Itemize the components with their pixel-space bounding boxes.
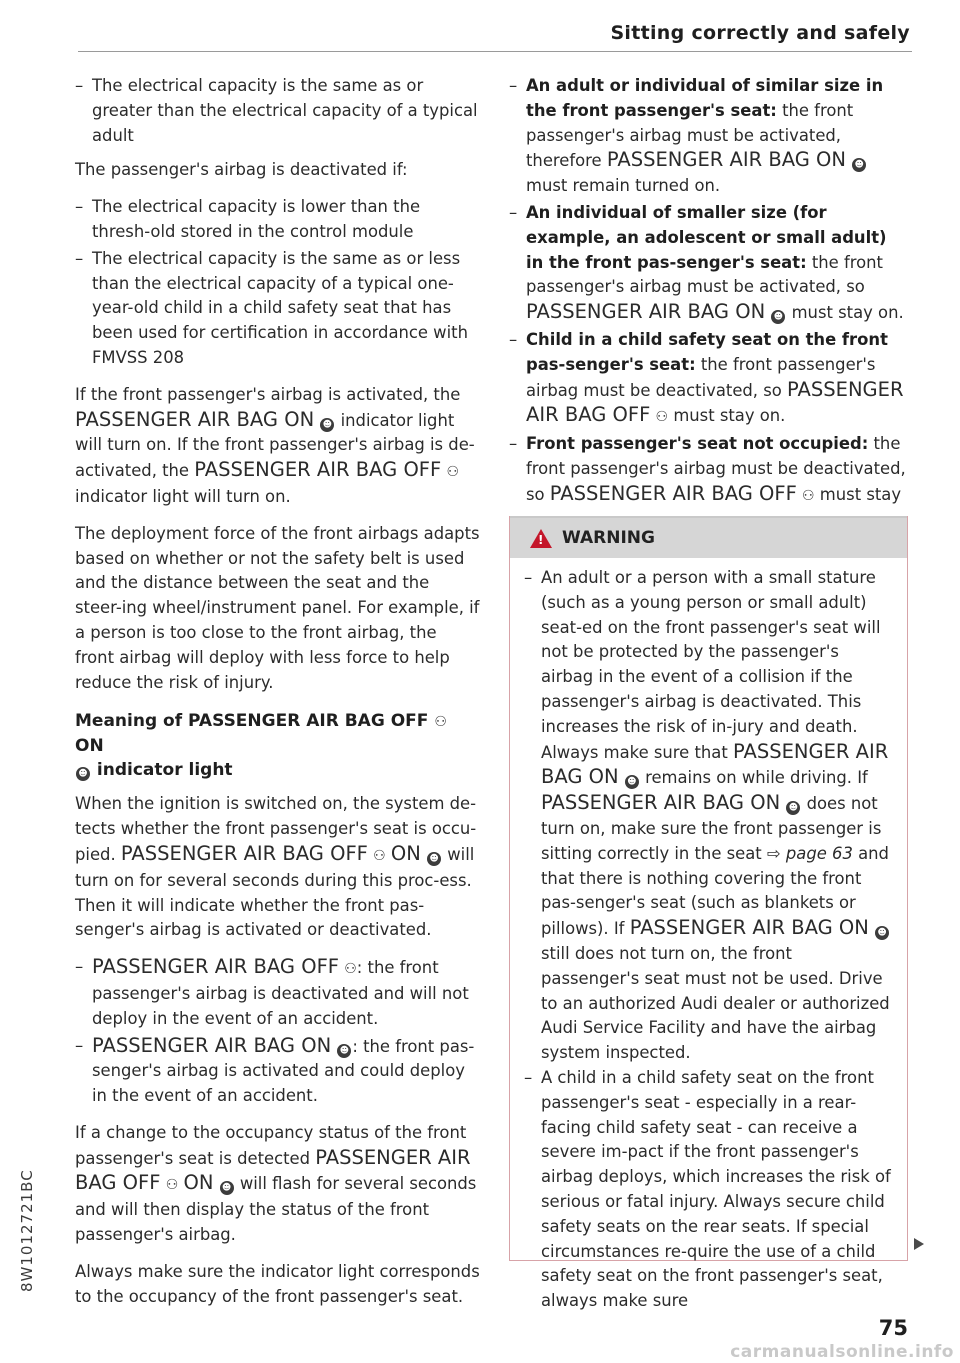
page-number: 75	[878, 1316, 908, 1340]
triangle-right-icon	[914, 1238, 924, 1250]
airbag-on-icon: ☻	[76, 767, 90, 781]
list-item: – An individual of smaller size (for example, an adolescent or small adult) in the front pas-senger's seat: the front passenger's airbag must be activated, so PASSENGER AIR BAG ON ☻ must stay on.	[509, 201, 909, 326]
paragraph: The deployment force of the front airbags adapts based on whether or not the safety belt is used and the distance between the seat and the steer-ing wheel/instrument panel. For example, if a person is too close to the front airbag, the front airbag will deploy with less force to help reduce the risk of injury.	[75, 523, 480, 692]
arrow-right-icon: ⇨	[766, 843, 781, 863]
airbag-on-icon: ☻	[337, 1044, 351, 1058]
airbag-on-icon: ☻	[427, 852, 441, 866]
warning-box	[509, 516, 908, 1311]
airbag-off-icon: ⚇	[434, 714, 447, 731]
airbag-on-icon: ☻	[625, 775, 639, 789]
list-item: – PASSENGER AIR BAG ON ☻ : the front pas-senger's airbag is activated and could deploy in the event of an accident.	[75, 1034, 480, 1109]
paragraph: If a change to the occupancy status of the front passenger's seat is detected PASSENGER AIR BAG OFF ⚇ ON ☻ will flash for several seconds and will then display the status of the front passenger's airbag.	[75, 1122, 477, 1245]
list-item: – PASSENGER AIR BAG OFF ⚇: the front passenger's airbag is deactivated and will not deploy in the event of an accident.	[75, 955, 480, 1031]
paragraph: Always make sure the indicator light corresponds to the occupancy of the front passenger's seat.	[75, 1261, 480, 1306]
right-column	[509, 74, 909, 535]
paragraph: The passenger's airbag is deactivated if:	[75, 160, 408, 180]
page-header-title: Sitting correctly and safely	[610, 22, 910, 44]
airbag-off-icon: ⚇	[344, 961, 357, 978]
list-item: – The electrical capacity is the same as or greater than the electrical capacity of a typical adult	[75, 74, 480, 148]
airbag-on-label: PASSENGER AIR BAG ON	[75, 407, 315, 431]
list-item: – Child in a child safety seat on the front pas-senger's seat: the front passenger's airbag must be deactivated, so PASSENGER AIR BAG OFF ⚇ must stay on.	[509, 328, 909, 430]
airbag-off-icon: ⚇	[165, 1177, 179, 1194]
watermark: carmanualsonline.info	[730, 1342, 954, 1362]
paragraph: If the front passenger's airbag is activated, the PASSENGER AIR BAG ON ☻ indicator light will turn on. If the front passenger's airbag is de-activated, the PASSENGER AIR BAG OFF ⚇ indicator light will turn on.	[75, 384, 475, 506]
airbag-off-icon: ⚇	[373, 847, 386, 864]
warning-title: WARNING	[562, 528, 655, 548]
section-heading: Meaning of PASSENGER AIR BAG OFF ⚇ ON ☻ indicator light	[75, 711, 447, 781]
airbag-on-icon: ☻	[875, 926, 889, 940]
list-item: – The electrical capacity is lower than the thresh-old stored in the control module	[75, 195, 480, 245]
list-item: – A child in a child safety seat on the front passenger's seat - especially in a rear-facing child safety seat - can receive a severe im-pact if the front passenger's airbag deploys, which increases the risk of serious or fatal injury. Always secure child safety seats on the rear seats. If special circumstances re-quire the use of a child safety seat on the front passenger's seat, always make sure	[524, 1066, 893, 1314]
warning-body	[510, 558, 907, 1314]
list-item: – An adult or individual of similar size in the front passenger's seat: the front passenger's airbag must be activated, therefore PASSENGER AIR BAG ON ☻ must remain turned on.	[509, 74, 909, 199]
airbag-on-icon: ☻	[320, 418, 334, 432]
left-column	[75, 74, 480, 1321]
airbag-off-icon: ⚇	[655, 409, 669, 426]
airbag-on-icon: ☻	[220, 1181, 234, 1195]
airbag-off-icon: ⚇	[446, 464, 460, 481]
page-reference-link[interactable]: page 63	[785, 843, 853, 863]
warning-triangle-icon: !	[530, 529, 552, 548]
warning-header	[510, 516, 907, 558]
airbag-on-icon: ☻	[771, 310, 785, 324]
header-rule	[78, 51, 912, 52]
airbag-off-label: PASSENGER AIR BAG OFF	[194, 458, 442, 482]
list-item: – An adult or a person with a small stature (such as a young person or small adult) seat-ed on the front passenger's seat will not be protected by the passenger's airbag in the event of a collision if the passenger's airbag is deactivated. This increases the risk of in-jury and death. Always make sure that PASSENGER AIR BAG ON ☻ remains on while driving. If PASSENGER AIR BAG ON ☻ does not turn on, make sure the front passenger is sitting correctly in the seat ⇨ page 63 and that there is nothing covering the front pas-senger's seat (such as blankets or pillows). If PASSENGER AIR BAG ON ☻ still does not turn on, the front passenger's seat must not be used. Drive to an authorized Audi dealer or authorized Audi Service Facility and have the airbag system inspected.	[524, 566, 893, 1066]
list-item: – The electrical capacity is the same as or less than the electrical capacity of a typical one-year-old child in a child safety seat that has been used for certification in accordance with FMVSS 208	[75, 247, 480, 371]
paragraph: When the ignition is switched on, the system de-tects whether the front passenger's seat is occu-pied. PASSENGER AIR BAG OFF ⚇ ON ☻ will turn on for several seconds during this proc-ess. Then it will indicate whether the front pas-senger's airbag is activated or deactivated.	[75, 794, 477, 940]
airbag-on-icon: ☻	[786, 801, 800, 815]
airbag-on-icon: ☻	[852, 158, 866, 172]
airbag-off-icon: ⚇	[802, 487, 815, 504]
list-item: – Front passenger's seat not occupied: the front passenger's airbag must be deactivated, so PASSENGER AIR BAG OFF ⚇ must stay	[509, 432, 909, 533]
document-code: 8W1012721BC	[18, 1169, 36, 1292]
